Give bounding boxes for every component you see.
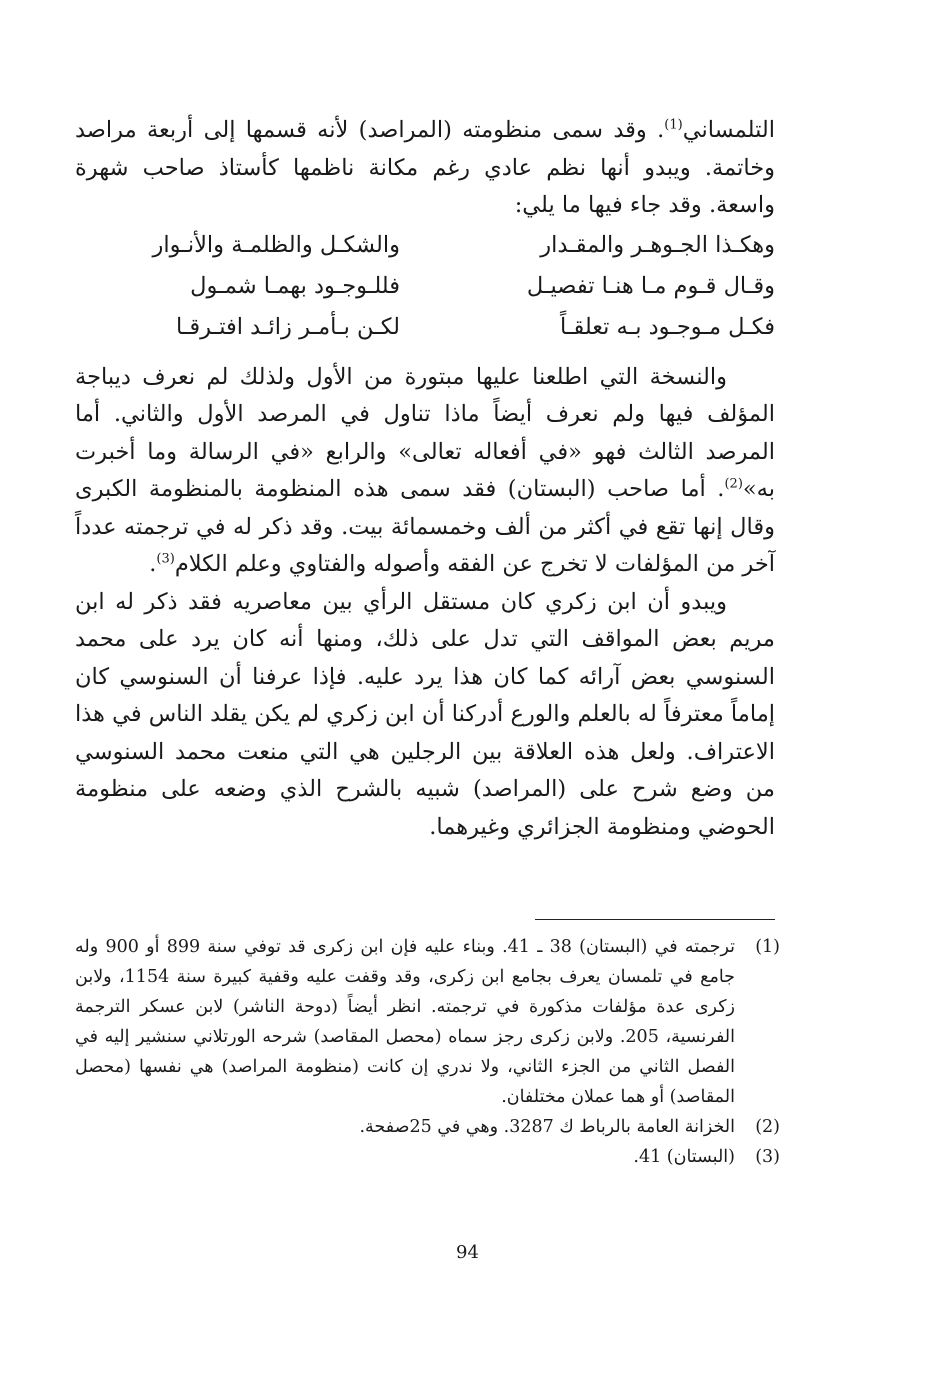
paragraph-intro xyxy=(75,112,775,225)
paragraph-opinion: ويبدو أن ابن زكري كان مستقل الرأي بين معاصريه فقد ذكر له ابن مريم بعض المواقف التي تدل على ذلك، ومنها أنه كان يرد على محمد السنوسي بعض آرائه كما كان هذا يرد عليه. فإذا عرفنا أن السنوسي كان إماماً معترفاً له بالعلم والورع أدركنا أن ابن زكري لم يكن يقلد الناس في هذا الاعتراف. ولعل هذه العلاقة بين الرجلين هي التي منعت محمد السنوسي من وضع شرح على (المراصد) شبيه بالشرح الذي وضعه على منظومة الحوضي ومنظومة الجزائري وغيرهما. xyxy=(75,588,775,840)
footnote-3 xyxy=(75,1142,780,1172)
footnote-ref-2[interactable]: (2) xyxy=(724,476,743,492)
verse-1-first-hemistich: وهكـذا الجـوهـر والمقـدار xyxy=(540,231,775,258)
text-run: التلمساني xyxy=(682,117,775,143)
footnote-1 xyxy=(75,932,780,1112)
verse-3-first-hemistich: فكـل مـوجـود بـه تعلقـاً xyxy=(560,313,775,340)
verse-3-second-hemistich: لكـن بـأمـر زائـد افتـرقـا xyxy=(175,313,400,340)
footnote-ref-1[interactable]: (1) xyxy=(664,117,683,133)
footnote-text: ترجمته في (البستان) 38 ـ 41. وبناء عليه فإن ابن زكرى قد توفي سنة 899 أو 900 وله جامع في تلمسان يعرف بجامع ابن زكرى، وقد وقفت عليه وقفية كبيرة سنة 1154، ولابن زكرى عدة مؤلفات مذكورة في ترجمته. انظر أيضاً (دوحة الناشر) لابن عسكر الترجمة الفرنسية، 205. ولابن زكرى رجز سماه (محصل المقاصد) شرحه الورتلاني سنشير إليه في الفصل الثاني من الجزء الثاني، ولا ندري إن كانت (منظومة المراصد) هي نفسها (محصل المقاصد) أو هما عملان مختلفان. xyxy=(75,937,735,1107)
footnote-separator xyxy=(535,919,775,920)
text-run: . وقد سمى منظومته (المراصد) لأنه قسمها إلى أربعة مراصد وخاتمة. ويبدو أنها نظم عادي رغم مكانة ناظمها كأستاذ صاحب شهرة واسعة. وقد جاء فيها ما يلي: xyxy=(75,117,775,218)
poem xyxy=(75,227,775,353)
footnotes xyxy=(75,932,780,1172)
paragraph-manuscript xyxy=(75,359,775,584)
poem-verse-2 xyxy=(130,268,775,308)
verse-2-first-hemistich: وقـال قـوم مـا هنـا تفصيـل xyxy=(526,272,775,299)
footnote-2 xyxy=(75,1112,780,1142)
page-number: 94 xyxy=(456,1242,479,1263)
verse-1-second-hemistich: والشكـل والظلمـة والأنـوار xyxy=(152,231,400,258)
main-text xyxy=(75,112,775,846)
footnote-text: الخزانة العامة بالرباط ك 3287. وهي في 25صفحة. xyxy=(359,1117,735,1137)
footnote-number: (2) xyxy=(755,1117,780,1137)
footnote-number: (1) xyxy=(755,937,780,957)
poem-verse-1 xyxy=(130,227,775,267)
text-run: . xyxy=(149,551,157,577)
poem-verse-3 xyxy=(130,309,775,349)
footnote-number: (3) xyxy=(755,1147,780,1167)
footnote-ref-3[interactable]: (3) xyxy=(156,551,175,567)
text-run: والنسخة التي اطلعنا عليها مبتورة من الأول ولذلك لم نعرف ديباجة المؤلف فيها ولم نعرف أيضاً ماذا تناول في المرصد الأول والثاني. أما المرصد الثالث فهو «في أفعاله تعالى» والرابع «في الرسالة وما أخبرت به» xyxy=(75,363,775,502)
footnote-text: (البستان) 41. xyxy=(633,1147,735,1167)
verse-2-second-hemistich: فللـوجـود بهمـا شمـول xyxy=(190,272,400,299)
text-run: . أما صاحب (البستان) فقد سمى هذه المنظومة بالمنظومة الكبرى وقال إنها تقع في أكثر من ألف وخمسمائة بيت. وقد ذكر له في ترجمته عدداً آخر من المؤلفات لا تخرج عن الفقه وأصوله والفتاوي وعلم الكلام xyxy=(75,476,775,577)
